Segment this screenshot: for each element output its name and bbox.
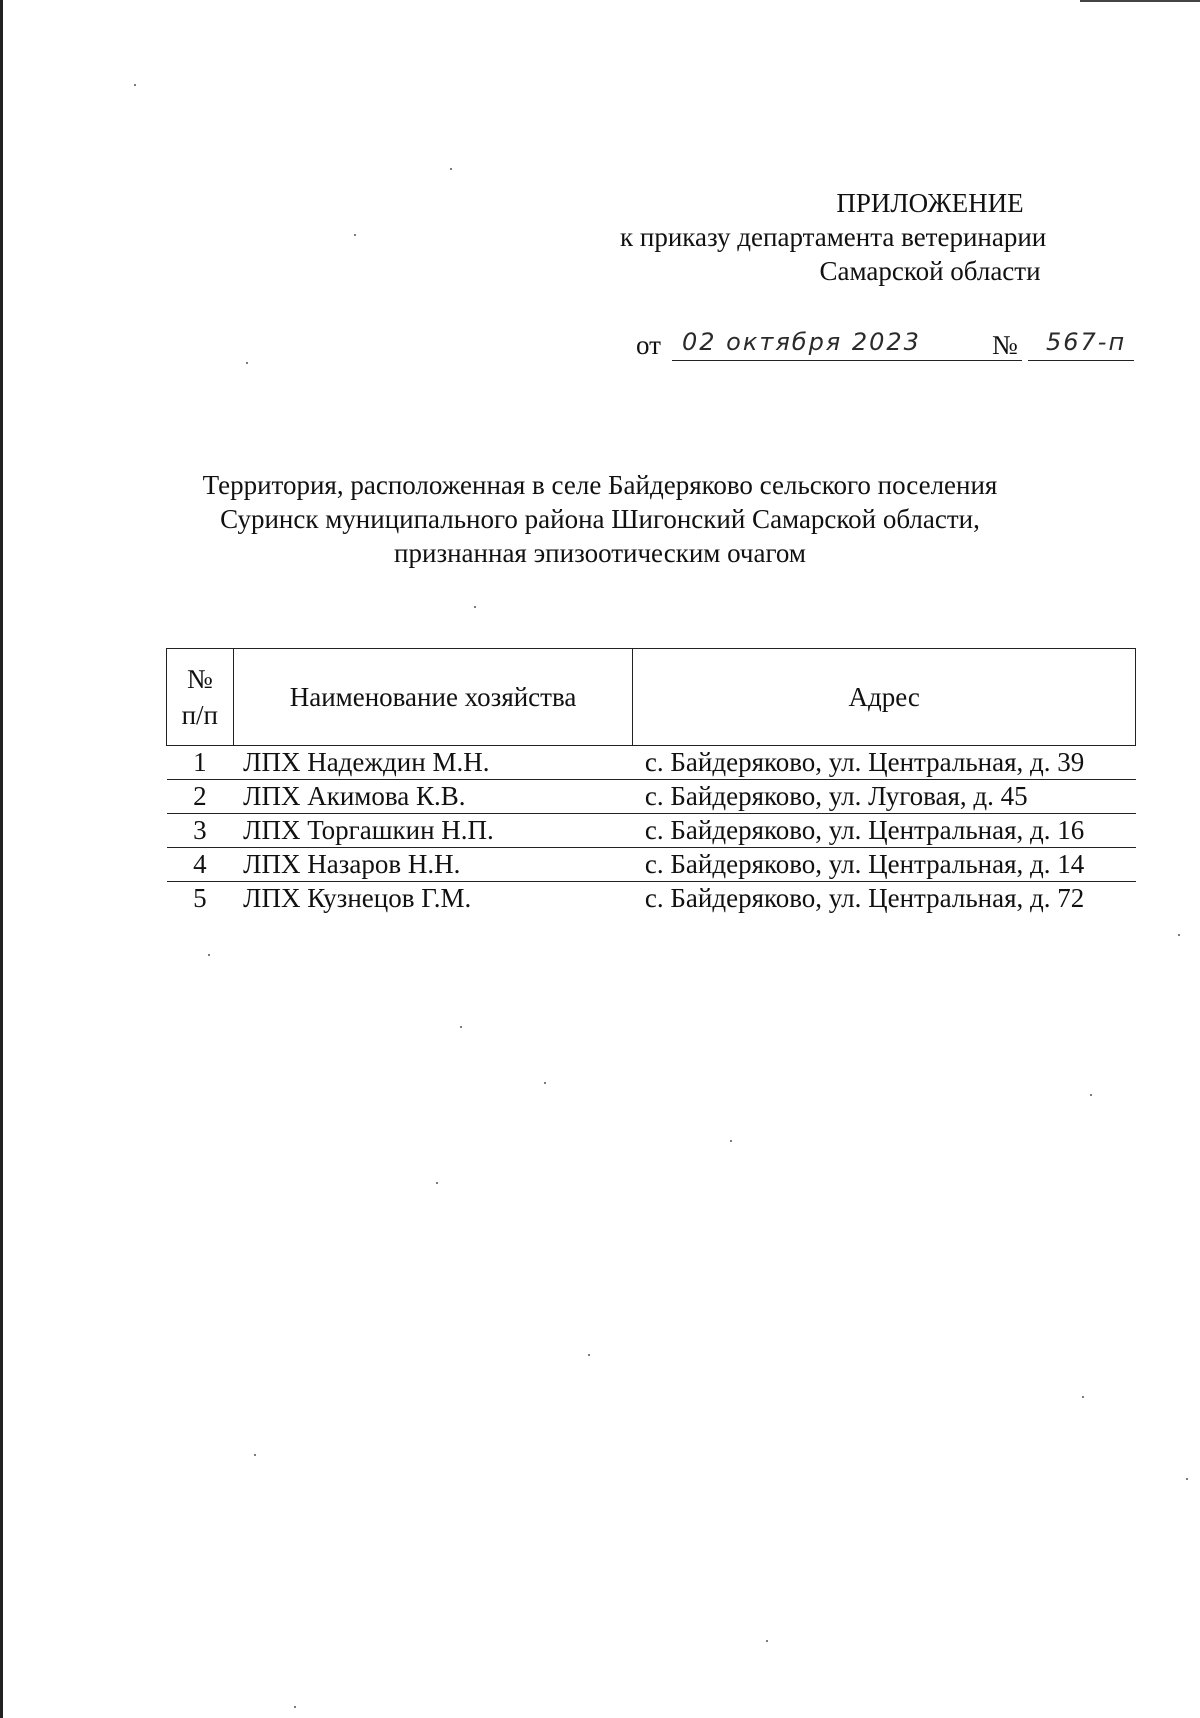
row-number: 5 xyxy=(193,883,207,913)
document-heading xyxy=(170,468,1030,570)
scan-speck xyxy=(134,84,136,86)
order-reference xyxy=(636,326,1136,366)
header-number-pp: п/п xyxy=(181,700,219,730)
row-address: с. Байдеряково, ул. Луговая, д. 45 xyxy=(633,780,1136,814)
appendix-region: Самарской области xyxy=(819,256,1041,286)
scan-speck xyxy=(450,168,452,170)
scan-speck xyxy=(588,1354,590,1356)
header-address: Адрес xyxy=(633,649,1136,746)
heading-line-2: Суринск муниципального района Шигонский Самарской области, xyxy=(220,504,980,534)
row-number: 2 xyxy=(167,780,234,814)
appendix-title: ПРИЛОЖЕНИЕ xyxy=(836,188,1024,218)
row-address: с. Байдеряково, ул. Центральная, д. 14 xyxy=(633,848,1136,882)
order-number-handwritten: 567-п xyxy=(1046,328,1127,356)
scan-speck xyxy=(1178,934,1180,936)
scan-speck xyxy=(354,234,356,236)
scan-edge-top xyxy=(1080,0,1200,2)
scan-speck xyxy=(254,1454,256,1456)
row-number: 4 xyxy=(167,848,234,882)
order-number-field xyxy=(1028,326,1134,361)
header-number xyxy=(167,649,234,746)
row-address: с. Байдеряково, ул. Центральная, д. 39 xyxy=(633,746,1136,780)
appendix-subtitle: к приказу департамента ветеринарии xyxy=(620,222,1047,252)
row-farm-name: ЛПХ Назаров Н.Н. xyxy=(233,848,633,882)
row-address: с. Байдеряково, ул. Центральная, д. 72 xyxy=(644,883,1085,913)
table-row xyxy=(167,746,1136,780)
row-farm-name: ЛПХ Акимова К.В. xyxy=(233,780,633,814)
scan-speck xyxy=(1082,1396,1084,1398)
table-row xyxy=(167,780,1136,814)
order-number-sign: № xyxy=(992,330,1018,360)
table-row xyxy=(167,848,1136,882)
table-row xyxy=(167,882,1136,916)
scan-speck xyxy=(474,606,476,608)
header-number-sign: № xyxy=(186,664,213,694)
row-farm-name: ЛПХ Кузнецов Г.М. xyxy=(243,883,472,913)
table-row xyxy=(167,814,1136,848)
order-date-field xyxy=(672,326,1022,361)
farms-table xyxy=(166,648,1136,915)
row-address: с. Байдеряково, ул. Центральная, д. 16 xyxy=(633,814,1136,848)
heading-line-3: признанная эпизоотическим очагом xyxy=(394,538,806,568)
appendix-header xyxy=(620,186,1180,288)
row-farm-name: ЛПХ Надеждин М.Н. xyxy=(233,746,633,780)
scan-speck xyxy=(730,1140,732,1142)
scan-speck xyxy=(246,362,248,364)
scan-speck xyxy=(208,954,210,956)
scan-speck xyxy=(1186,1478,1188,1480)
scan-speck xyxy=(766,1640,768,1642)
scan-speck xyxy=(544,1082,546,1084)
header-farm-name: Наименование хозяйства xyxy=(233,649,633,746)
scan-speck xyxy=(1090,1094,1092,1096)
scan-speck xyxy=(294,1706,296,1708)
row-number: 1 xyxy=(167,746,234,780)
scan-edge-left xyxy=(0,0,3,1718)
row-number: 3 xyxy=(167,814,234,848)
scan-speck xyxy=(460,1026,462,1028)
scan-speck xyxy=(436,1182,438,1184)
table-header-row xyxy=(167,649,1136,746)
heading-line-1: Территория, расположенная в селе Байдеряково сельского поселения xyxy=(202,470,998,500)
row-farm-name: ЛПХ Торгашкин Н.П. xyxy=(233,814,633,848)
order-date-handwritten: 02 октября 2023 xyxy=(682,328,921,356)
order-date-prefix: от xyxy=(636,330,661,360)
